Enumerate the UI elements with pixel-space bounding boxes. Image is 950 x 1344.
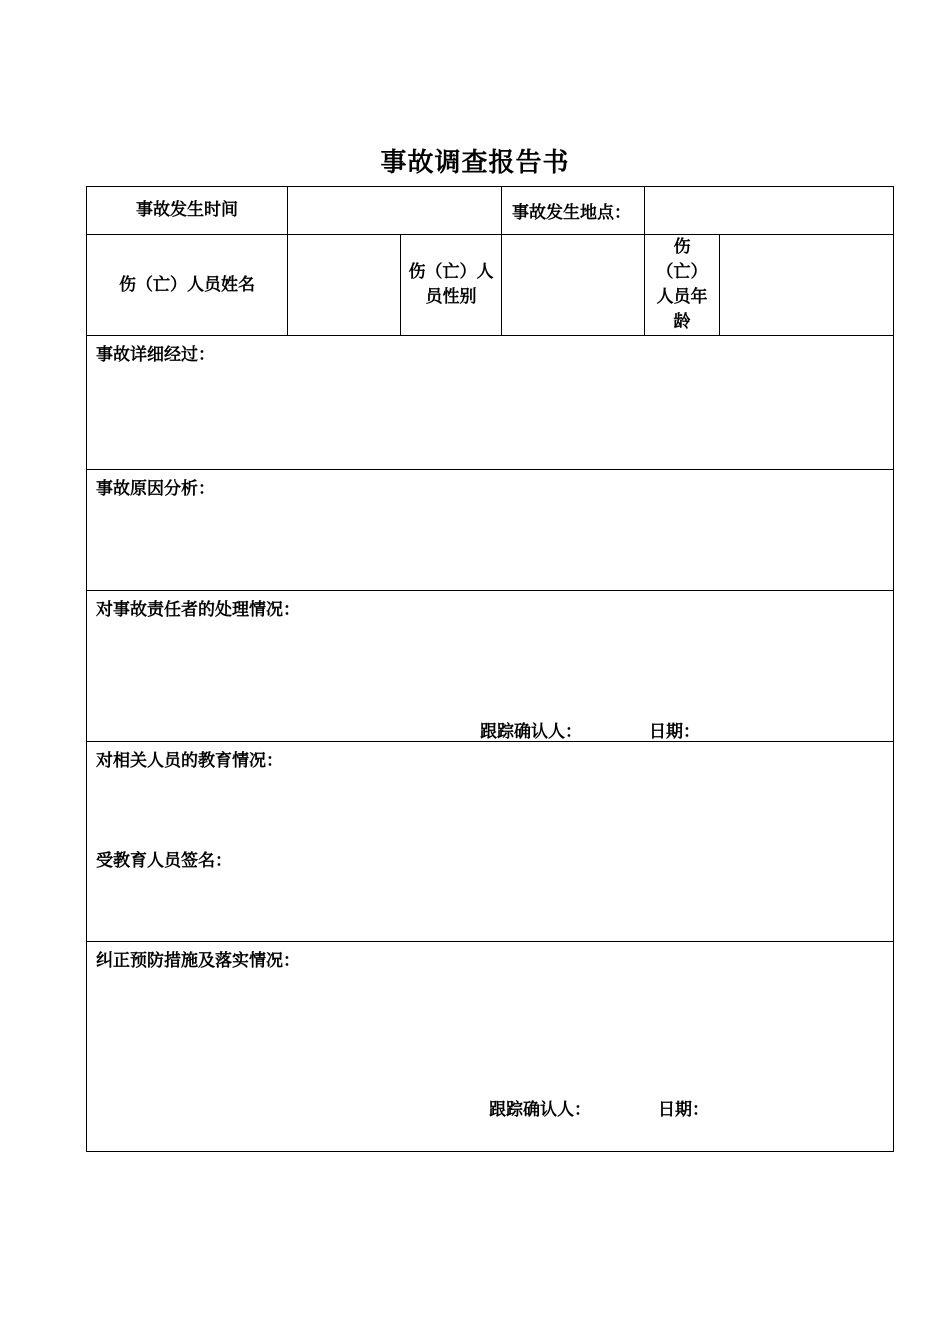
report-form: [86, 186, 894, 1152]
handling-date-label: 日期：: [649, 722, 700, 742]
injured-gender-label-line1: 伤（亡）人: [408, 262, 494, 282]
prevention-date-label: 日期：: [658, 1100, 709, 1120]
document-title: 事故调查报告书: [380, 148, 570, 178]
accident-time-label: 事故发生时间: [87, 187, 288, 235]
accident-detail-field[interactable]: [87, 336, 894, 470]
handling-confirm-label: 跟踪确认人：: [480, 722, 582, 742]
injured-age-label-line1: 伤: [673, 237, 691, 257]
row-detail: [87, 336, 894, 470]
row-education: [87, 742, 894, 942]
injured-age-label-line3: 人员年: [656, 287, 708, 307]
injured-age-label-line4: 龄: [673, 312, 691, 332]
accident-cause-field[interactable]: [87, 470, 894, 591]
prevention-measures-field[interactable]: [87, 942, 894, 1152]
injured-gender-label: [401, 235, 502, 336]
row-prevention: [87, 942, 894, 1152]
accident-place-field[interactable]: [645, 187, 894, 235]
injured-age-field[interactable]: [720, 235, 894, 336]
prevention-measures-label: 纠正预防措施及落实情况：: [96, 951, 300, 971]
education-label: 对相关人员的教育情况：: [96, 751, 283, 771]
row-handling: [87, 591, 894, 742]
responsible-handling-label: 对事故责任者的处理情况：: [96, 600, 300, 620]
injured-name-label: 伤（亡）人员姓名: [87, 235, 288, 336]
prevention-confirm-label: 跟踪确认人：: [489, 1100, 591, 1120]
injured-gender-label-line2: 员性别: [425, 287, 477, 307]
row-time-place: [87, 187, 894, 235]
row-injured-info: [87, 235, 894, 336]
accident-cause-label: 事故原因分析：: [96, 479, 215, 499]
row-cause: [87, 470, 894, 591]
injured-age-label-line2: （亡）: [656, 262, 708, 282]
injured-age-label: [645, 235, 720, 336]
accident-detail-label: 事故详细经过：: [96, 345, 215, 365]
education-field[interactable]: [87, 742, 894, 942]
injured-name-field[interactable]: [288, 235, 401, 336]
accident-time-field[interactable]: [288, 187, 502, 235]
injured-gender-field[interactable]: [502, 235, 645, 336]
responsible-handling-field[interactable]: [87, 591, 894, 742]
accident-place-label: 事故发生地点：: [502, 187, 645, 235]
education-signature-label: 受教育人员签名：: [96, 851, 232, 871]
